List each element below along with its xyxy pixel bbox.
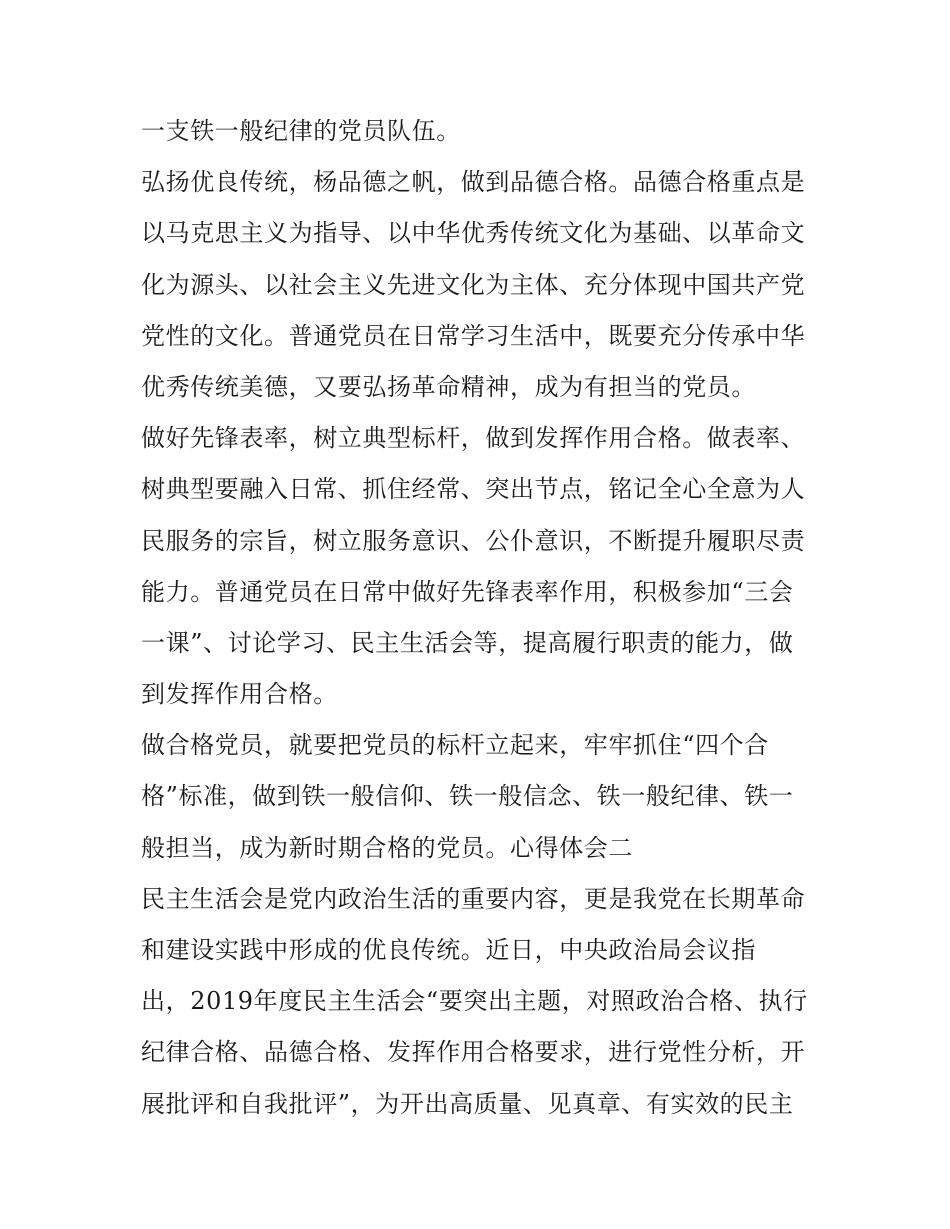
text-line: 格”标准，做到铁一般信仰、铁一般信念、铁一般纪律、铁一 xyxy=(141,782,794,811)
text-line: 民主生活会是党内政治生活的重要内容，更是我党在长期革命 xyxy=(141,884,806,913)
text-line: 和建设实践中形成的优良传统。近日，中央政治局会议指 xyxy=(141,936,756,964)
text-line: 化为源头、以社会主义先进文化为主体、充分体现中国共产党 xyxy=(141,270,806,299)
text-line: 树典型要融入日常、抓住经常、突出节点，铭记全心全意为人 xyxy=(141,475,806,504)
text-line: 能力。普通党员在日常中做好先锋表率作用，积极参加“三会 xyxy=(141,577,794,606)
text-line: 弘扬优良传统，杨品德之帆，做到品德合格。品德合格重点是 xyxy=(141,168,806,197)
text-line: 民服务的宗旨，树立服务意识、公仆意识，不断提升履职尽责 xyxy=(141,526,806,555)
text-line: 到发挥作用合格。 xyxy=(141,680,338,709)
document-body xyxy=(141,106,821,1130)
text-line: 展批评和自我批评”，为开出高质量、见真章、有实效的民主 xyxy=(141,1089,794,1118)
text-line: 做好先锋表率，树立典型标杆，做到发挥作用合格。做表率、 xyxy=(141,424,806,453)
text-line: 出，2019年度民主生活会“要突出主题，对照政治合格、执行 xyxy=(141,987,808,1016)
text-line: 纪律合格、品德合格、发挥作用合格要求，进行党性分析，开 xyxy=(141,1038,806,1067)
text-line: 做合格党员，就要把党员的标杆立起来，牢牢抓住“四个合 xyxy=(141,731,769,760)
text-line: 般担当，成为新时期合格的党员。心得体会二 xyxy=(141,833,633,862)
text-line: 一课”、讨论学习、民主生活会等，提高履行职责的能力，做 xyxy=(141,628,794,657)
text-line: 党性的文化。普通党员在日常学习生活中，既要充分传承中华 xyxy=(141,321,806,350)
text-line: 以马克思主义为指导、以中华优秀传统文化为基础、以革命文 xyxy=(141,219,806,248)
text-line: 一支铁一般纪律的党员队伍。 xyxy=(141,117,461,145)
text-line: 优秀传统美德，又要弘扬革命精神，成为有担当的党员。 xyxy=(141,372,756,401)
